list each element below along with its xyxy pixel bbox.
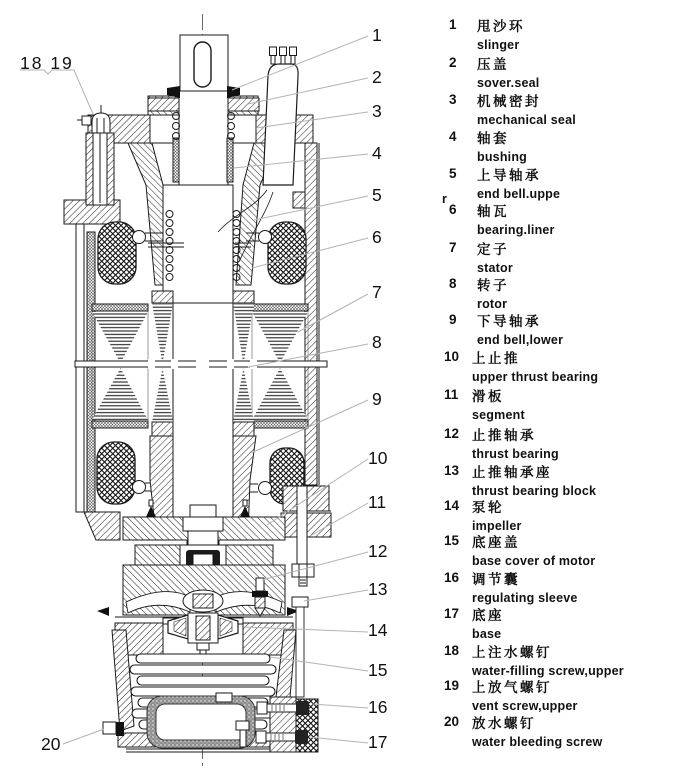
- legend-item-5: 5 上导轴承 end bell.uppe r: [442, 166, 561, 206]
- legend-item-20: 20 放水螺钉 water bleeding screw: [444, 714, 603, 749]
- legend-item-16: 16 调节囊 regulating sleeve: [444, 570, 578, 605]
- shaft-top: [180, 35, 228, 91]
- legend-item-6: 6 轴瓦 bearing.liner: [449, 202, 555, 237]
- legend-item-4: 4 轴套 bushing: [449, 129, 528, 164]
- legend-item-17: 17 底座 base: [444, 606, 504, 641]
- callout-8: 8: [372, 332, 382, 352]
- motor-drawing: [64, 14, 331, 768]
- callout-6: 6: [372, 227, 382, 247]
- legend-item-12: 12 止推轴承 thrust bearing: [444, 426, 559, 461]
- callout-4: 4: [372, 143, 382, 163]
- winding-end-lower-left: [97, 442, 135, 504]
- parts-legend: [444, 0, 676, 780]
- legend-item-19: 19 上放气螺钉 vent screw,upper: [444, 678, 578, 713]
- legend-item-13: 13 止推轴承座 thrust bearing block: [444, 463, 597, 498]
- legend-item-14: 14 泵轮 impeller: [444, 498, 522, 533]
- legend-item-3: 3 机械密封 mechanical seal: [449, 92, 576, 127]
- callout-16: 16: [368, 697, 388, 717]
- callout-17: 17: [368, 732, 388, 752]
- casing-liner-left: [87, 232, 95, 512]
- seal-cover: [148, 98, 179, 111]
- callout-12: 12: [368, 541, 388, 561]
- shaft-lower: [173, 303, 233, 538]
- legend-item-2: 2 压盖 sover.seal: [449, 55, 540, 90]
- callout-18-19: 18 19: [20, 53, 74, 73]
- legend-item-15: 15 底座盖 base cover of motor: [444, 533, 596, 568]
- shaft-mid: [179, 91, 228, 185]
- impeller: [168, 613, 238, 655]
- callout-15: 15: [368, 660, 388, 680]
- callout-9: 9: [372, 389, 382, 409]
- callout-2: 2: [372, 67, 382, 87]
- callout-7: 7: [372, 282, 382, 302]
- cable-terminals: [270, 47, 297, 64]
- callout-13: 13: [368, 579, 388, 599]
- legend-item-18: 18 上注水螺钉 water-filling screw,upper: [444, 643, 624, 678]
- callout-3: 3: [372, 101, 382, 121]
- legend-item-8: 8 转子 rotor: [449, 276, 509, 311]
- callout-1: 1: [372, 25, 382, 45]
- vent-screw-upper: [92, 113, 110, 133]
- callout-5: 5: [372, 185, 382, 205]
- callout-10: 10: [368, 448, 388, 468]
- water-bleeding-screw: [103, 722, 124, 736]
- callout-11: 11: [368, 492, 387, 512]
- winding-end-upper-right: [268, 222, 306, 284]
- callout-20: 20: [41, 734, 61, 754]
- winding-end-upper-left: [98, 222, 136, 284]
- legend-item-9: 9 下导轴承 end bell,lower: [449, 312, 564, 347]
- bushing: [173, 138, 179, 182]
- legend-item-1: 1 甩沙环 slinger: [449, 17, 525, 52]
- legend-item-10: 10 上止推 upper thrust bearing: [444, 349, 599, 384]
- casing-wall-left: [76, 224, 84, 512]
- water-filling-screw-upper: [82, 116, 91, 125]
- callout-14: 14: [368, 620, 388, 640]
- legend-item-11: 11 滑板 segment: [444, 387, 525, 422]
- legend-item-7: 7 定子 stator: [449, 240, 513, 275]
